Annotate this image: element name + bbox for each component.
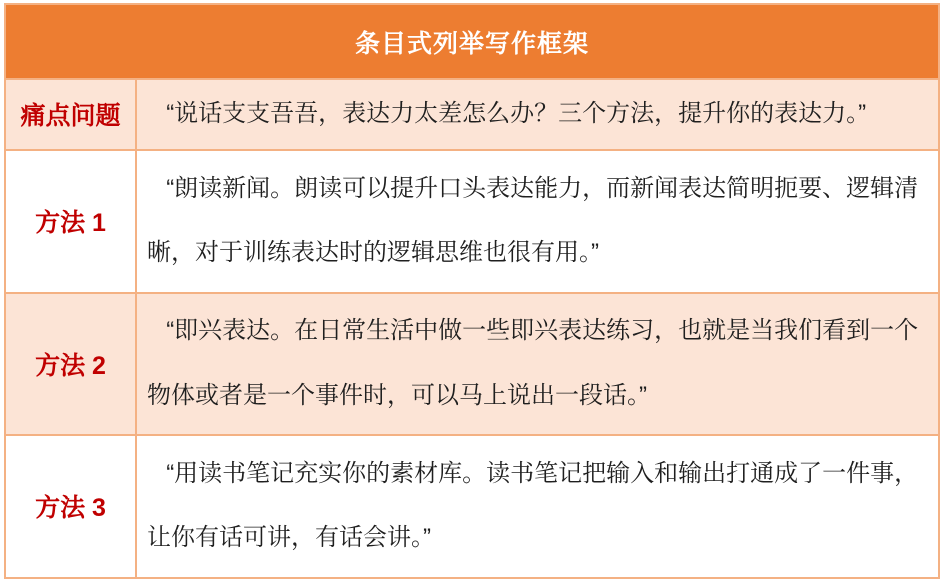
table-row-method-2 bbox=[5, 293, 939, 435]
row-label-method-2: 方法 2 bbox=[5, 293, 136, 435]
table-row-method-3 bbox=[5, 435, 939, 578]
writing-framework-table bbox=[4, 3, 940, 574]
row-label-method-3: 方法 3 bbox=[5, 435, 136, 578]
row-content-method-2: “即兴表达。在日常生活中做一些即兴表达练习，也就是当我们看到一个物体或者是一个事件时，可以马上说出一段话。” bbox=[136, 293, 939, 435]
row-content-method-1: “朗读新闻。朗读可以提升口头表达能力，而新闻表达简明扼要、逻辑清晰，对于训练表达时的逻辑思维也很有用。” bbox=[136, 150, 939, 293]
table-row-pain-point bbox=[5, 79, 939, 150]
table-header-row bbox=[5, 4, 939, 79]
row-content-method-3: “用读书笔记充实你的素材库。读书笔记把输入和输出打通成了一件事，让你有话可讲，有话会讲。” bbox=[136, 435, 939, 578]
row-content-pain-point: “说话支支吾吾，表达力太差怎么办？三个方法，提升你的表达力。” bbox=[136, 79, 939, 150]
framework-table bbox=[4, 3, 940, 579]
row-label-method-1: 方法 1 bbox=[5, 150, 136, 293]
table-row-method-1 bbox=[5, 150, 939, 293]
row-label-pain-point: 痛点问题 bbox=[5, 79, 136, 150]
table-title: 条目式列举写作框架 bbox=[5, 4, 939, 79]
